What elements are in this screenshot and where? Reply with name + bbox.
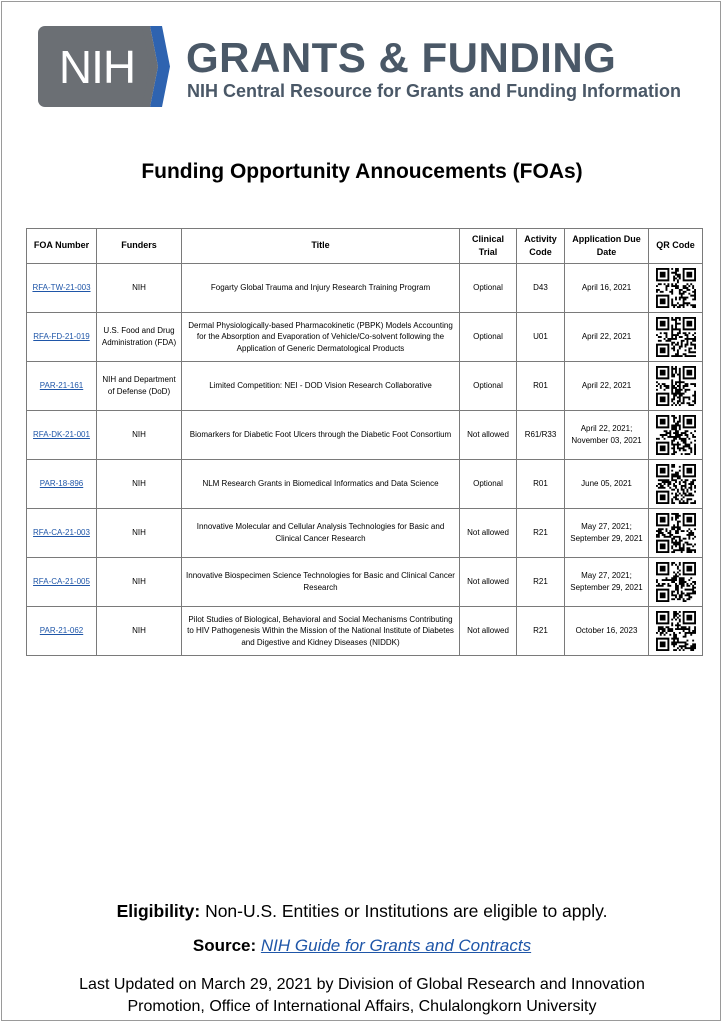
title-cell: Pilot Studies of Biological, Behavioral and Social Mechanisms Contributing to HIV Pathogenesis Within the Mission of the National Institute of Diabetes and Digestive and Kidney Diseases (NIDDK) (182, 607, 460, 656)
foa-link[interactable]: RFA-CA-21-005 (33, 577, 90, 587)
table-row (27, 460, 703, 509)
clinical-trial-cell: Optional (460, 264, 517, 313)
clinical-trial-cell: Optional (460, 460, 517, 509)
brand-title: GRANTS & FUNDING (186, 34, 617, 81)
funders-cell: NIH and Department of Defense (DoD) (97, 362, 182, 411)
table-row (27, 607, 703, 656)
table-row (27, 313, 703, 362)
source-line (0, 936, 724, 956)
col-due-date: Application Due Date (565, 229, 649, 264)
table-row (27, 411, 703, 460)
activity-code-cell: R21 (517, 509, 565, 558)
page-title: Funding Opportunity Annoucements (FOAs) (141, 160, 583, 183)
activity-code-cell: R01 (517, 460, 565, 509)
clinical-trial-cell: Optional (460, 362, 517, 411)
table-row (27, 509, 703, 558)
table-row (27, 264, 703, 313)
title-cell: Biomarkers for Diabetic Foot Ulcers through the Diabetic Foot Consortium (182, 411, 460, 460)
foa-link[interactable]: PAR-18-896 (39, 479, 84, 489)
qr-code-icon[interactable] (656, 464, 696, 504)
last-updated (0, 974, 724, 1018)
activity-code-cell: U01 (517, 313, 565, 362)
clinical-trial-cell: Not allowed (460, 411, 517, 460)
foa-link[interactable]: RFA-FD-21-019 (33, 332, 90, 342)
source-link[interactable]: NIH Guide for Grants and Contracts (260, 936, 532, 955)
foa-link[interactable]: PAR-21-161 (39, 381, 84, 391)
activity-code-cell: R61/R33 (517, 411, 565, 460)
eligibility-label: Eligibility: (116, 901, 201, 921)
due-date-cell: April 22, 2021; November 03, 2021 (565, 411, 649, 460)
title-cell: Dermal Physiologically-based Pharmacokinetic (PBPK) Models Accounting for the Absorption and Evaporation of Vehicle/Co-solvent following the Application of Generic Dermatological Products (182, 313, 460, 362)
col-title: Title (182, 229, 460, 264)
title-cell: Fogarty Global Trauma and Injury Research Training Program (182, 264, 460, 313)
eligibility-text: Non-U.S. Entities or Institutions are eligible to apply. (205, 901, 608, 921)
clinical-trial-cell: Optional (460, 313, 517, 362)
col-funders: Funders (97, 229, 182, 264)
title-cell: NLM Research Grants in Biomedical Informatics and Data Science (182, 460, 460, 509)
funders-cell: NIH (97, 460, 182, 509)
due-date-cell: April 22, 2021 (565, 313, 649, 362)
updated-line-1: Last Updated on March 29, 2021 by Division of Global Research and Innovation (79, 976, 645, 993)
foa-link[interactable]: RFA-CA-21-003 (33, 528, 90, 538)
table-row (27, 362, 703, 411)
activity-code-cell: R01 (517, 362, 565, 411)
activity-code-cell: D43 (517, 264, 565, 313)
funders-cell: U.S. Food and Drug Administration (FDA) (97, 313, 182, 362)
funders-cell: NIH (97, 509, 182, 558)
qr-code-icon[interactable] (656, 513, 696, 553)
eligibility-line (0, 901, 724, 922)
due-date-cell: April 16, 2021 (565, 264, 649, 313)
logo-text: NIH (58, 40, 136, 93)
activity-code-cell: R21 (517, 607, 565, 656)
funders-cell: NIH (97, 264, 182, 313)
due-date-cell: October 16, 2023 (565, 607, 649, 656)
title-cell: Innovative Biospecimen Science Technologies for Basic and Clinical Cancer Research (182, 558, 460, 607)
funders-cell: NIH (97, 607, 182, 656)
brand-subtitle: NIH Central Resource for Grants and Funding Information (187, 81, 682, 101)
table-row (27, 558, 703, 607)
updated-line-2: Promotion, Office of International Affairs, Chulalongkorn University (127, 998, 597, 1015)
qr-code-icon[interactable] (656, 611, 696, 651)
due-date-cell: April 22, 2021 (565, 362, 649, 411)
source-label: Source: (192, 936, 257, 955)
foa-link[interactable]: RFA-DK-21-001 (33, 430, 90, 440)
table-header-row (27, 229, 703, 264)
due-date-cell: May 27, 2021; September 29, 2021 (565, 509, 649, 558)
qr-code-icon[interactable] (656, 317, 696, 357)
foa-table (26, 228, 703, 656)
due-date-cell: June 05, 2021 (565, 460, 649, 509)
col-qr-code: QR Code (649, 229, 703, 264)
qr-code-icon[interactable] (656, 415, 696, 455)
funders-cell: NIH (97, 411, 182, 460)
col-foa-number: FOA Number (27, 229, 97, 264)
title-cell: Limited Competition: NEI - DOD Vision Research Collaborative (182, 362, 460, 411)
col-activity-code: Activity Code (517, 229, 565, 264)
funders-cell: NIH (97, 558, 182, 607)
title-cell: Innovative Molecular and Cellular Analysis Technologies for Basic and Clinical Cancer Research (182, 509, 460, 558)
foa-link[interactable]: PAR-21-062 (39, 626, 84, 636)
qr-code-icon[interactable] (656, 268, 696, 308)
qr-code-icon[interactable] (656, 366, 696, 406)
activity-code-cell: R21 (517, 558, 565, 607)
due-date-cell: May 27, 2021; September 29, 2021 (565, 558, 649, 607)
qr-code-icon[interactable] (656, 562, 696, 602)
foa-link[interactable]: RFA-TW-21-003 (32, 283, 91, 293)
col-clinical-trial: Clinical Trial (460, 229, 517, 264)
clinical-trial-cell: Not allowed (460, 558, 517, 607)
clinical-trial-cell: Not allowed (460, 509, 517, 558)
nih-logo (38, 26, 170, 107)
clinical-trial-cell: Not allowed (460, 607, 517, 656)
